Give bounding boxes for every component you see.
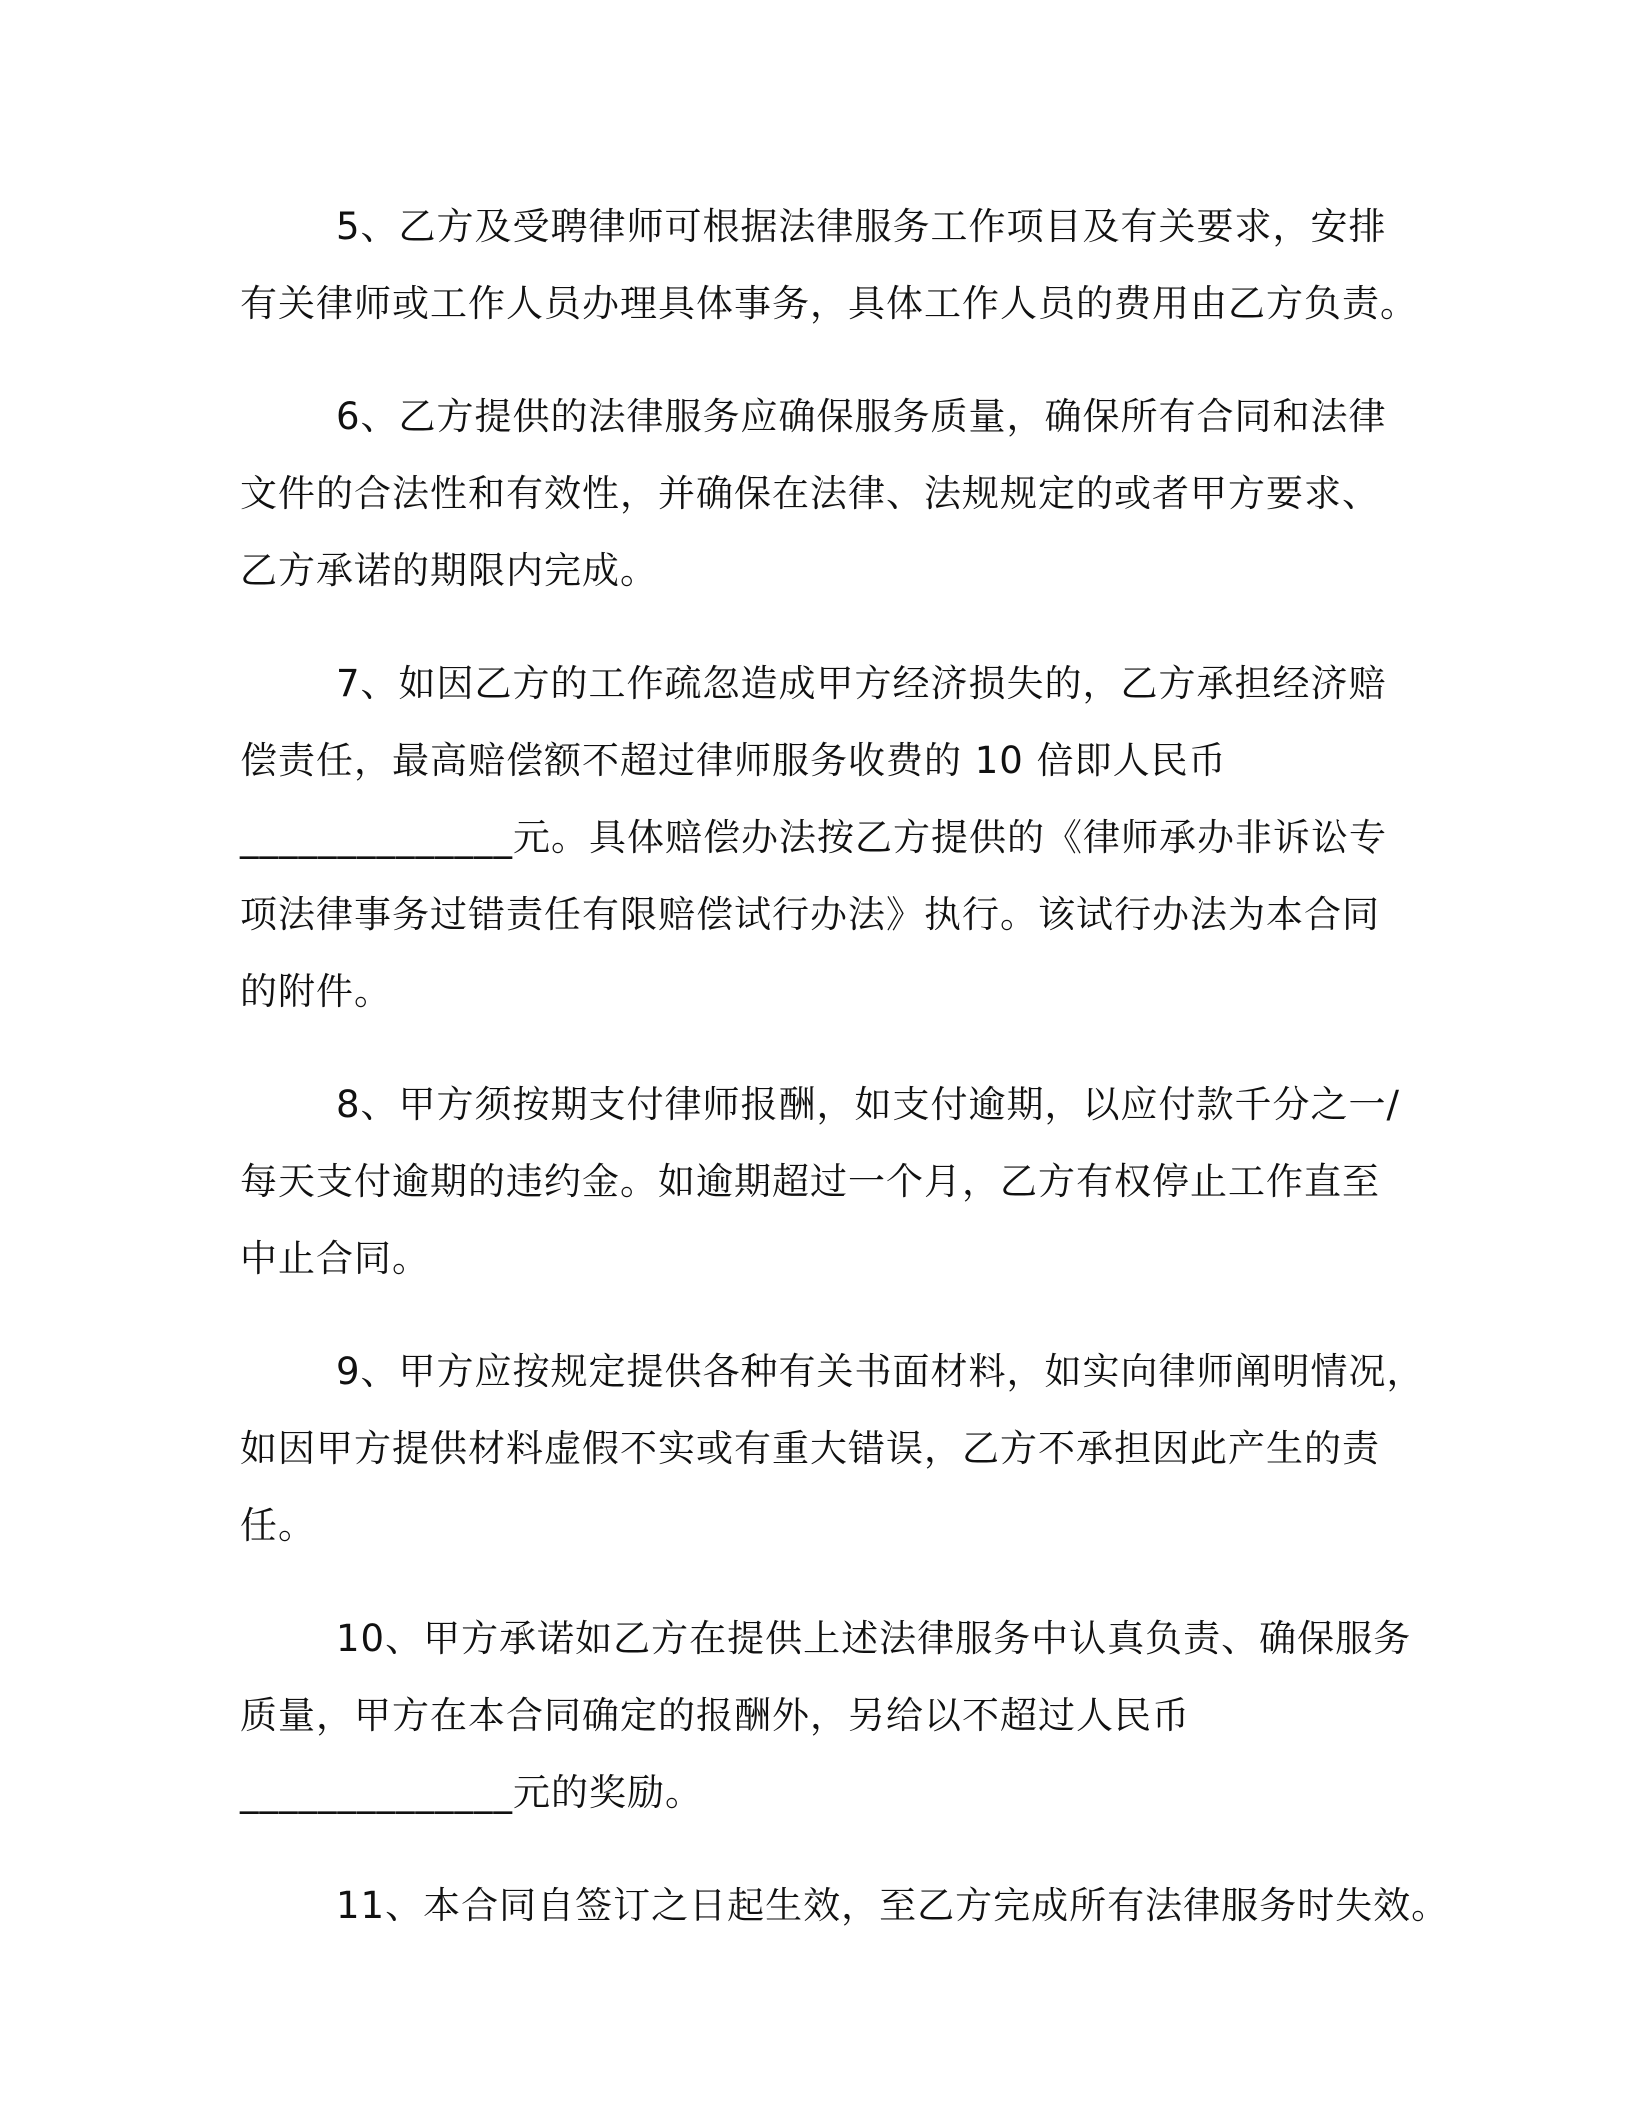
clause-11 [240, 1867, 1450, 1944]
clause-line: 乙方承诺的期限内完成。 [240, 549, 658, 592]
clause-line: 如因甲方提供材料虚假不实或有重大错误，乙方不承担因此产生的责 [240, 1427, 1380, 1470]
clause-line: 7、如因乙方的工作疏忽造成甲方经济损失的，乙方承担经济赔 [336, 662, 1387, 705]
clause-10 [240, 1600, 1412, 1831]
clause-line: 质量，甲方在本合同确定的报酬外，另给以不超过人民币 [240, 1694, 1190, 1737]
clause-line: 的附件。 [240, 970, 392, 1013]
document-body [240, 188, 1450, 1980]
clause-line: 文件的合法性和有效性，并确保在法律、法规规定的或者甲方要求、 [240, 472, 1380, 515]
clause-line: 有关律师或工作人员办理具体事务，具体工作人员的费用由乙方负责。 [240, 282, 1418, 325]
clause-line: 偿责任，最高赔偿额不超过律师服务收费的 10 倍即人民币 [240, 739, 1227, 782]
clause-5 [240, 188, 1418, 342]
clause-line: 10、甲方承诺如乙方在提供上述法律服务中认真负责、确保服务 [336, 1617, 1412, 1660]
clause-line: ______________元。具体赔偿办法按乙方提供的《律师承办非诉讼专 [240, 816, 1387, 859]
clause-line: 11、本合同自签订之日起生效，至乙方完成所有法律服务时失效。 [336, 1884, 1450, 1927]
clause-line: 项法律事务过错责任有限赔偿试行办法》执行。该试行办法为本合同 [240, 893, 1380, 936]
clause-line: 任。 [240, 1504, 316, 1547]
clause-6 [240, 378, 1400, 609]
clause-line: 每天支付逾期的违约金。如逾期超过一个月，乙方有权停止工作直至 [240, 1160, 1380, 1203]
clause-line: 中止合同。 [240, 1237, 430, 1280]
clause-line: 9、甲方应按规定提供各种有关书面材料，如实向律师阐明情况， [336, 1350, 1425, 1393]
clause-line: ______________元的奖励。 [240, 1771, 703, 1814]
clause-8 [240, 1066, 1400, 1297]
clause-9 [240, 1333, 1425, 1564]
clause-line: 5、乙方及受聘律师可根据法律服务工作项目及有关要求，安排 [336, 205, 1387, 248]
clause-line: 8、甲方须按期支付律师报酬，如支付逾期，以应付款千分之一/ [336, 1083, 1401, 1126]
clause-7 [240, 645, 1400, 1030]
clause-line: 6、乙方提供的法律服务应确保服务质量，确保所有合同和法律 [336, 395, 1387, 438]
